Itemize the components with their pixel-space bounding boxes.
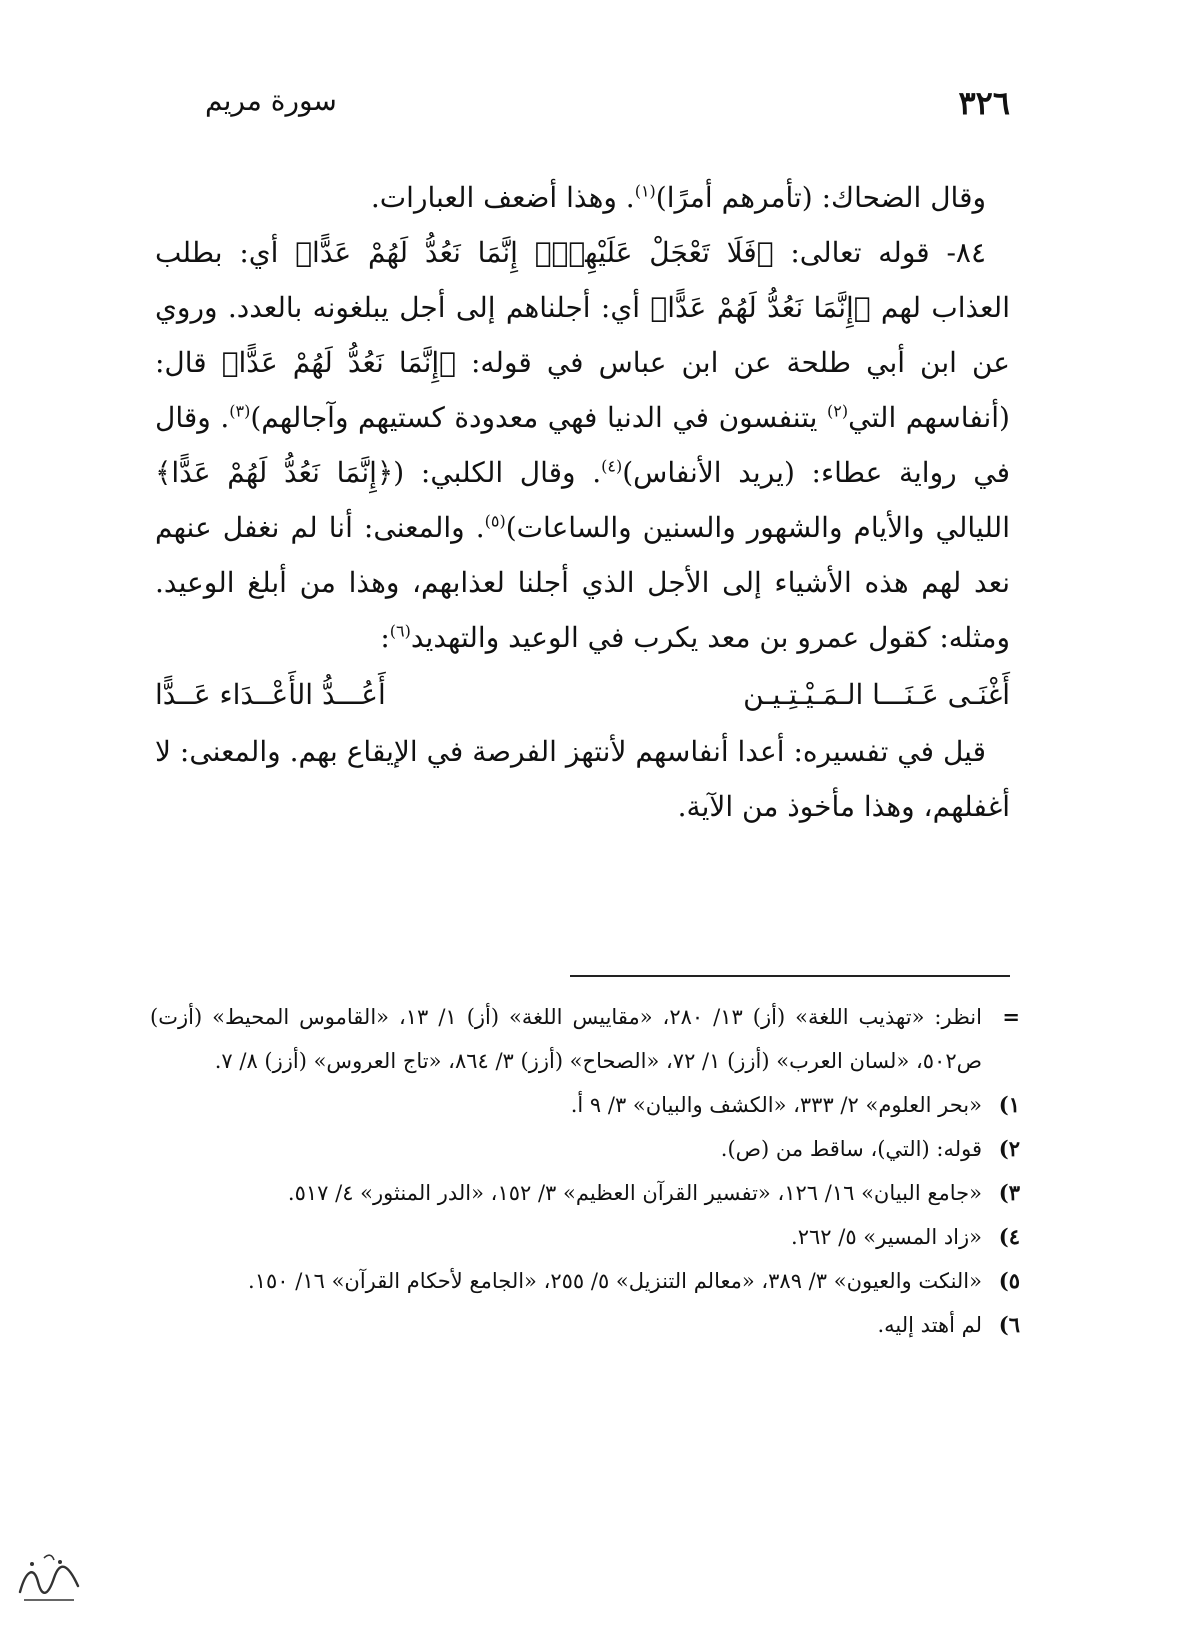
footnote-marker: ٣) [998,1180,1020,1205]
footnote-ref-6: (٦) [389,621,411,641]
footnote-item [150,1127,1020,1171]
page-header [205,78,1010,128]
footnote-text: «زاد المسير» ٥/ ٢٦٢. [791,1225,982,1249]
footnote-item [150,1303,1020,1347]
footnote-marker: ٦) [998,1312,1020,1337]
footnote-text: «النكت والعيون» ٣/ ٣٨٩، «معالم التنزيل» ٥/ ٢٥٥، «الجامع لأحكام القرآن» ١٦/ ١٥٠. [248,1269,982,1293]
footnote-text: «بحر العلوم» ٢/ ٣٣٣، «الكشف والبيان» ٣/ ٩ أ. [570,1093,982,1117]
footnote-marker: ٤) [998,1224,1020,1249]
footnote-ref-1: (١) [634,181,656,201]
footnote-text: قوله: (التي)، ساقط من (ص). [720,1137,982,1161]
paragraph-dahhak [155,170,1010,225]
paragraph-explanation: قيل في تفسيره: أعدا أنفاسهم لأنتهز الفرصة في الإيقاع بهم. والمعنى: لا أغفلهم، وهذا مأخوذ من الآية. [155,735,1010,823]
verse-first-hemistich: أَغْنَـى عَـنَـــا الـمَـيْـتِـيـن [743,678,1010,711]
text-run: . وقال الكلبي: (﴿إِنَّمَا نَعُدُّ لَهُمْ عَدًّا﴾ الليالي والأيام والشهور والسنين والساعات) [155,456,1010,544]
text-run: وقال الضحاك: (تأمرهم أمرًا) [655,181,986,214]
text-run: . والمعنى: أنا لم نغفل عنهم نعد لهم هذه الأشياء إلى الأجل الذي أجلنا لعذابهم، وهذا من أبلغ الوعيد. ومثله: كقول عمرو بن معد يكرب في الوعيد والتهديد [155,511,1010,654]
footnote-text: «جامع البيان» ١٦/ ١٢٦، «تفسير القرآن العظيم» ٣/ ١٥٢، «الدر المنثور» ٤/ ٥١٧. [287,1181,982,1205]
footnote-item [150,995,1020,1083]
verse-second-hemistich: أَعُـــدُّ الأَعْــدَاء عَــدًّا [155,678,386,711]
poetry-verse [155,667,1010,722]
text-run: يتنفسون في الدنيا فهي معدودة كستيهم وآجالهم) [250,401,828,434]
page-number: ٣٢٦ [958,84,1010,122]
footnote-ref-5: (٥) [484,511,506,531]
paragraph-verse-84 [155,225,1010,665]
footnote-ref-2: (٢) [827,401,849,421]
footnotes [150,995,1020,1347]
footnote-marker: = [1002,1004,1020,1029]
text-run: ٨٤- قوله تعالى: ﴿فَلَا تَعْجَلْ عَلَيْهِمْۖ إِنَّمَا نَعُدُّ لَهُمْ عَدًّا﴾ أي: بطلب العذاب لهم ﴿إِنَّمَا نَعُدُّ لَهُمْ عَدًّا﴾ أي: أجلناهم إلى أجل يبلغونه بالعدد. وروي عن ابن أبي طلحة عن ابن عباس في قوله: ﴿إِنَّمَا نَعُدُّ لَهُمْ عَدًّا﴾ قال: (أنفاسهم التي [155,236,1010,434]
footnote-item [150,1083,1020,1127]
footnote-item [150,1171,1020,1215]
calligraphy-logo-icon [14,1552,84,1608]
footnote-item [150,1215,1020,1259]
text-run: : [380,621,390,654]
footnote-ref-3: (٣) [229,401,251,421]
surah-title: سورة مريم [205,84,337,117]
text-run: . وهذا أضعف العبارات. [370,181,635,214]
footnote-text: لم أهتد إليه. [877,1313,982,1337]
footnote-marker: ٥) [998,1268,1020,1293]
main-text [155,170,1010,834]
footnote-ref-4: (٤) [601,456,623,476]
footnote-marker: ١) [998,1092,1020,1117]
text-run: . وقال في رواية عطاء: (يريد الأنفاس) [155,401,1010,489]
footnote-marker: ٢) [998,1136,1020,1161]
footnote-item [150,1259,1020,1303]
footnote-divider [570,975,1010,977]
footnote-text: انظر: «تهذيب اللغة» (أز) ١٣/ ٢٨٠، «مقاييس اللغة» (أز) ١/ ١٣، «القاموس المحيط» (أزت) ص٥٠٢، «لسان العرب» (أزز) ١/ ٧٢، «الصحاح» (أزز) ٣/ ٨٦٤، «تاج العروس» (أزز) ٨/ ٧. [150,1005,982,1073]
